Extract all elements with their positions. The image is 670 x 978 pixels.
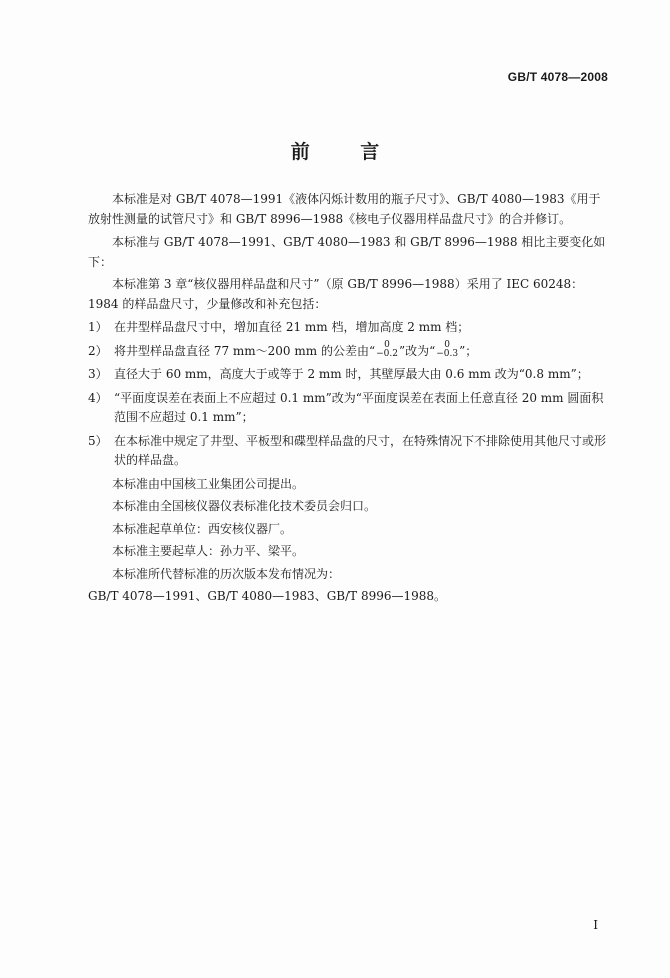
page-number: I (593, 918, 598, 932)
tolerance-upper: 0 (444, 340, 451, 350)
list-item-text: 在井型样品盘尺寸中，增加直径 21 mm 档，增加高度 2 mm 档； (114, 320, 470, 334)
list-item-text: 直径大于 60 mm，高度大于或等于 2 mm 时，其壁厚最大由 0.6 mm 改为“0.8 mm”； (114, 367, 589, 381)
tolerance-lower: −0.3 (436, 349, 459, 359)
page-title: 前 言 (290, 141, 402, 163)
standard-code: GB/T 4078—2008 (507, 70, 608, 84)
list-item (88, 432, 610, 471)
document-body (88, 190, 610, 610)
list-item-text: ”改为“ (398, 343, 436, 358)
list-item-number: 1） (88, 320, 108, 334)
list-item-number: 4） (88, 390, 108, 405)
tolerance-new (436, 341, 458, 359)
list-item-number: 3） (88, 367, 108, 381)
paragraph-history-list: GB/T 4078—1991、GB/T 4080—1983、GB/T 8996—1988。 (88, 589, 447, 603)
paragraph-history-intro: 本标准所代替标准的历次版本发布情况为： (112, 566, 341, 581)
paragraph-committee: 本标准由全国核仪器仪表标准化技术委员会归口。 (112, 499, 377, 513)
tolerance-old (376, 341, 398, 359)
list-item (88, 365, 610, 385)
paragraph-drafters: 本标准主要起草人：孙力平、梁平。 (112, 544, 305, 558)
list-item (88, 342, 610, 362)
list-item-text: 在本标准中规定了井型、平板型和碟型样品盘的尺寸，在特殊情况下不排除使用其他尺寸或形状的样品盘。 (114, 433, 607, 467)
list-item (88, 389, 610, 428)
tolerance-upper: 0 (384, 340, 390, 350)
paragraph-drafting-unit: 本标准起草单位：西安核仪器厂。 (112, 521, 293, 536)
paragraph-chapter3: 本标准第 3 章“核仪器用样品盘和尺寸”（原 GB/T 8996—1988）采用了 IEC 60248：1984 的样品盘尺寸，少量修改和补充包括： (88, 277, 584, 311)
list-item (88, 318, 610, 338)
paragraph-merge-revision: 本标准是对 GB/T 4078—1991《液体闪烁计数用的瓶子尺寸》、GB/T 4080—1983《用于放射性测量的试管尺寸》和 GB/T 8996—1988《核电子仪器用样品盘尺寸》的合并修订。 (88, 192, 601, 226)
paragraph-proposer: 本标准由中国核工业集团公司提出。 (112, 476, 305, 491)
list-item-text: ”； (459, 343, 478, 358)
list-item-text: “平面度误差在表面上不应超过 0.1 mm”改为“平面度误差在表面上任意直径 20 mm 圆面积范围不应超过 0.1 mm”； (114, 390, 604, 424)
list-item-number: 5） (88, 433, 108, 448)
list-item-number: 2） (88, 343, 108, 358)
list-item-text: 将井型样品盘直径 77 mm～200 mm 的公差由“ (114, 343, 376, 358)
paragraph-main-changes: 本标准与 GB/T 4078—1991、GB/T 4080—1983 和 GB/T 8996—1988 相比主要变化如下： (88, 235, 606, 269)
tolerance-lower: −0.2 (376, 349, 398, 359)
